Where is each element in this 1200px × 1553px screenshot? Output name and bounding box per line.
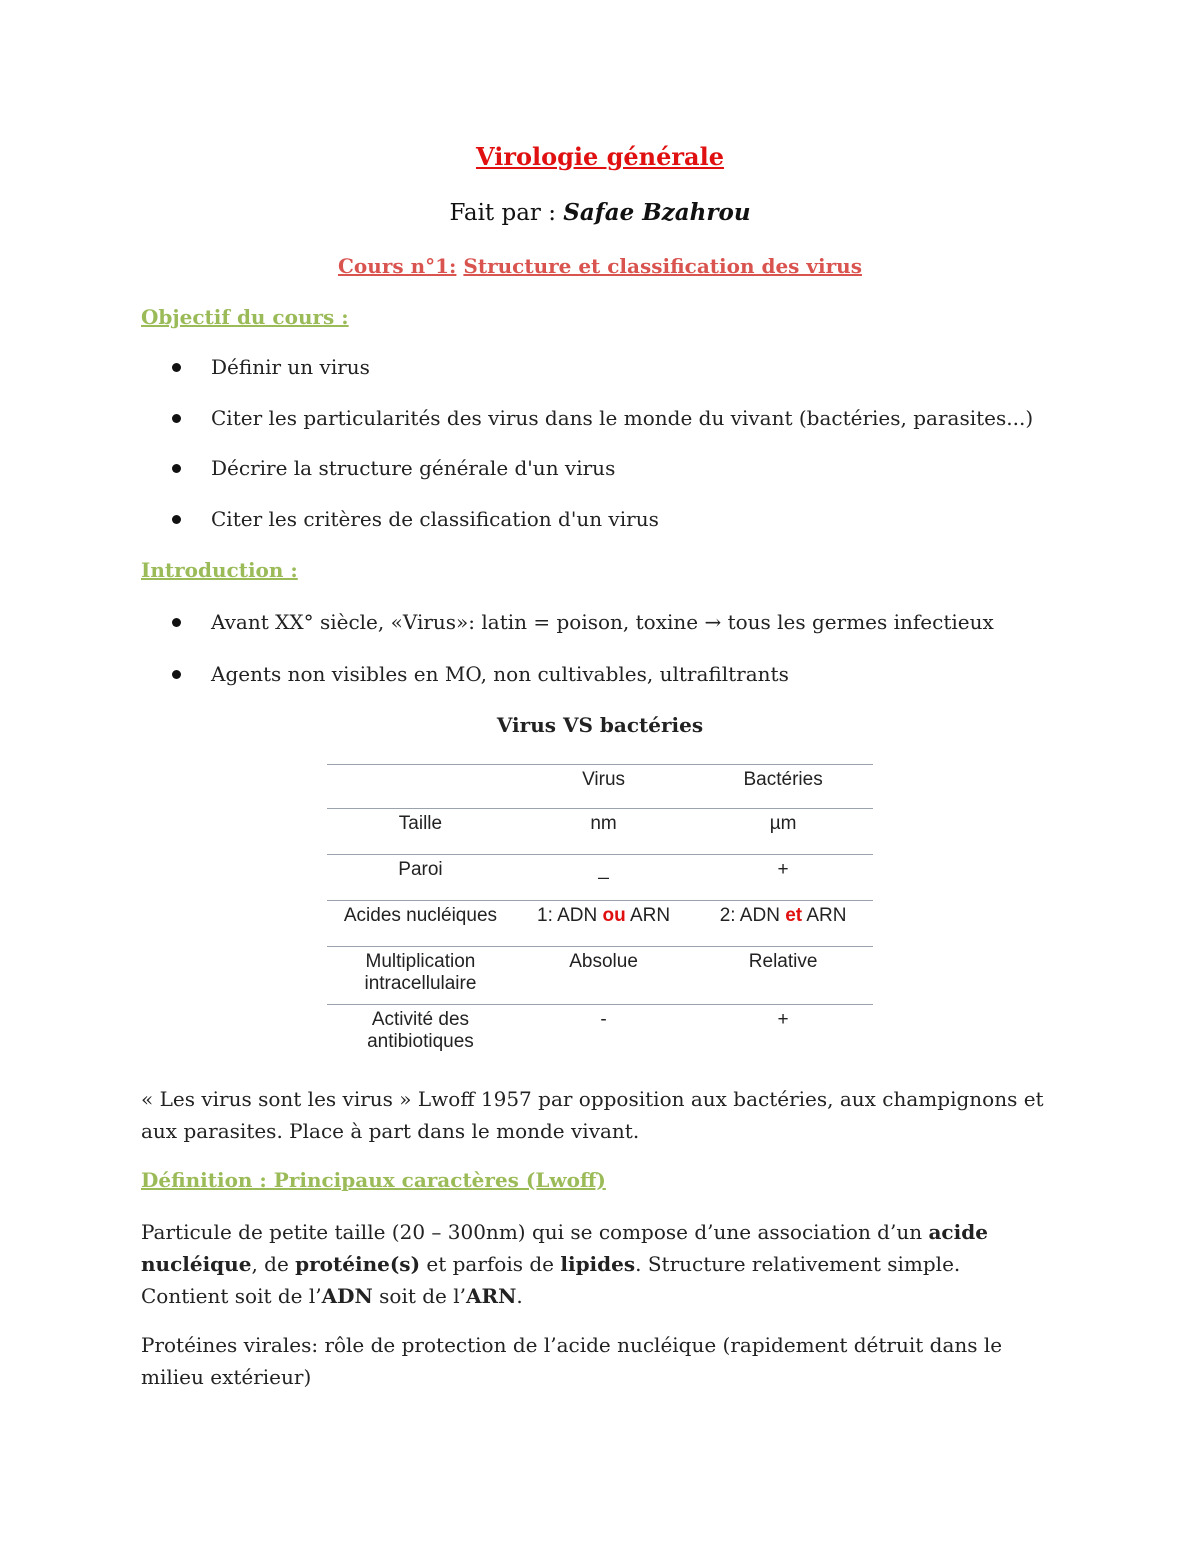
bullet-icon <box>172 670 181 679</box>
table-header-row <box>327 765 873 809</box>
table-row <box>327 809 873 855</box>
table-cell: 1: ADN ou ARN <box>514 901 693 947</box>
table-cell: nm <box>514 809 693 855</box>
bullet-icon <box>172 363 181 372</box>
course-subject: Structure et classification des virus <box>463 254 862 278</box>
table-header-cell: Bactéries <box>693 765 873 809</box>
table-row <box>327 901 873 947</box>
highlight-word: et <box>785 905 803 926</box>
table-cell: 2: ADN et ARN <box>693 901 873 947</box>
table-header-cell <box>327 765 514 809</box>
bullet-icon <box>172 464 181 473</box>
table-cell: Absolue <box>514 947 693 1005</box>
table-header-cell: Virus <box>514 765 693 809</box>
highlight-word: ou <box>602 905 626 926</box>
table-cell: + <box>777 1009 789 1030</box>
table-row <box>327 1005 873 1063</box>
bullet-icon <box>172 414 181 423</box>
table-cell: Multiplication intracellulaire <box>327 947 514 1005</box>
table-title: Virus VS bactéries <box>496 713 704 737</box>
table-cell: Paroi <box>327 855 514 901</box>
table-cell: Taille <box>327 809 514 855</box>
definition-paragraph: Particule de petite taille (20 – 300nm) qui se compose d’une association d’un acide nucléique, de protéine(s) et parfois de lipides. Structure relativement simple. Contient soit de l’ADN soit de l’ARN. <box>141 1220 988 1308</box>
table-row <box>327 855 873 901</box>
table-cell: Relative <box>693 947 873 1005</box>
list-item: Citer les critères de classification d'un virus <box>172 507 659 531</box>
table-cell: Activité des antibiotiques <box>367 1009 474 1052</box>
definition-heading: Définition : Principaux caractères (Lwoff) <box>141 1168 606 1192</box>
proteins-paragraph: Protéines virales: rôle de protection de l’acide nucléique (rapidement détruit dans le milieu extérieur) <box>141 1333 1003 1389</box>
comparison-table <box>327 764 873 1063</box>
table-cell: Acides nucléiques <box>327 901 514 947</box>
list-item: Agents non visibles en MO, non cultivables, ultrafiltrants <box>172 662 789 686</box>
bullet-icon <box>172 515 181 524</box>
document-title: Virologie générale <box>476 142 724 171</box>
author-prefix: Fait par : <box>449 200 556 226</box>
author-name: Safae Bzahrou <box>563 199 751 226</box>
course-number: Cours n°1: <box>338 254 457 278</box>
course-title <box>0 254 1200 278</box>
table-cell: µm <box>693 809 873 855</box>
table-cell: + <box>693 855 873 901</box>
table-row <box>327 947 873 1005</box>
list-item: Décrire la structure générale d'un virus <box>172 456 615 480</box>
list-item: Citer les particularités des virus dans le monde du vivant (bactéries, parasites...) <box>172 406 1033 430</box>
table-cell: - <box>600 1009 607 1030</box>
table-cell: _ <box>514 855 693 901</box>
author-line <box>0 199 1200 226</box>
bullet-icon <box>172 618 181 627</box>
list-item: Avant XX° siècle, «Virus»: latin = poison, toxine → tous les germes infectieux <box>172 610 994 634</box>
introduction-heading: Introduction : <box>141 558 298 582</box>
quote-paragraph: « Les virus sont les virus » Lwoff 1957 par opposition aux bactéries, aux champignons et aux parasites. Place à part dans le monde vivant. <box>141 1087 1044 1143</box>
objectives-heading: Objectif du cours : <box>141 305 349 329</box>
list-item: Définir un virus <box>172 355 370 379</box>
